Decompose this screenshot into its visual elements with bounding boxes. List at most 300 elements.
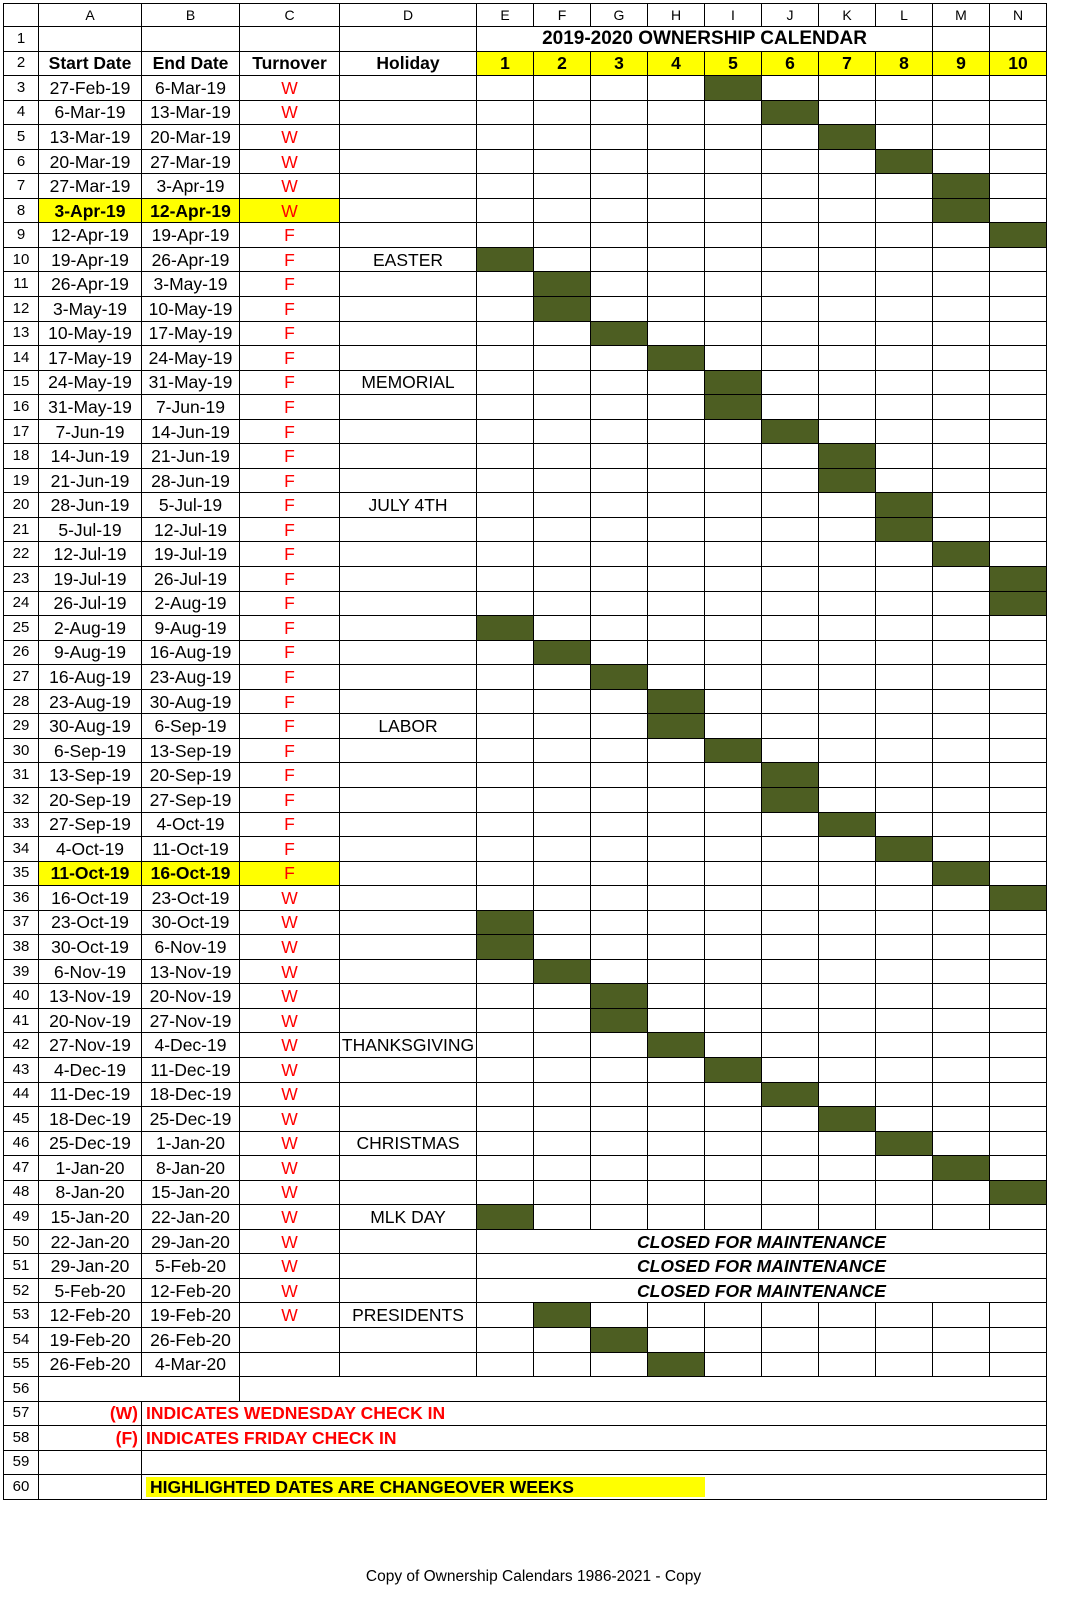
row-number[interactable]: 37 bbox=[4, 910, 39, 935]
unit-cell-6[interactable] bbox=[762, 444, 819, 469]
legend-f-code[interactable]: (F) bbox=[39, 1426, 142, 1451]
unit-cell-3[interactable] bbox=[591, 886, 648, 911]
unit-cell-1[interactable] bbox=[477, 689, 534, 714]
unit-cell-2[interactable] bbox=[534, 910, 591, 935]
unit-cell-4[interactable] bbox=[648, 984, 705, 1009]
start-date-cell[interactable]: 6-Mar-19 bbox=[39, 100, 142, 125]
unit-cell-9[interactable] bbox=[933, 444, 990, 469]
unit-cell-2[interactable] bbox=[534, 542, 591, 567]
unit-cell-7[interactable] bbox=[819, 837, 876, 862]
unit-cell-4[interactable] bbox=[648, 542, 705, 567]
unit-cell-6[interactable] bbox=[762, 1008, 819, 1033]
row-number[interactable]: 1 bbox=[4, 27, 39, 52]
unit-cell-6[interactable] bbox=[762, 591, 819, 616]
unit-cell-2[interactable] bbox=[534, 395, 591, 420]
unit-cell-7[interactable] bbox=[819, 1352, 876, 1377]
unit-cell-9[interactable] bbox=[933, 738, 990, 763]
unit-cell-1[interactable] bbox=[477, 567, 534, 592]
unit-cell-6[interactable] bbox=[762, 1033, 819, 1058]
end-date-cell[interactable]: 20-Mar-19 bbox=[142, 125, 240, 150]
column-header-n[interactable]: N bbox=[990, 4, 1047, 27]
holiday-cell[interactable] bbox=[340, 616, 477, 641]
unit-cell-5[interactable] bbox=[705, 886, 762, 911]
unit-cell-7[interactable] bbox=[819, 542, 876, 567]
unit-cell-10[interactable] bbox=[990, 1131, 1047, 1156]
unit-cell-10[interactable] bbox=[990, 76, 1047, 101]
start-date-header[interactable]: Start Date bbox=[39, 51, 142, 76]
start-date-cell[interactable]: 16-Oct-19 bbox=[39, 886, 142, 911]
holiday-cell[interactable] bbox=[340, 272, 477, 297]
row-number[interactable]: 49 bbox=[4, 1205, 39, 1230]
row-number[interactable]: 16 bbox=[4, 395, 39, 420]
turnover-cell[interactable]: F bbox=[240, 223, 340, 248]
unit-cell-10[interactable] bbox=[990, 149, 1047, 174]
unit-cell-4[interactable] bbox=[648, 935, 705, 960]
row-number[interactable]: 51 bbox=[4, 1254, 39, 1279]
unit-cell-3[interactable] bbox=[591, 1180, 648, 1205]
unit-cell-1[interactable] bbox=[477, 1131, 534, 1156]
unit-cell-6[interactable] bbox=[762, 1327, 819, 1352]
unit-cell-9[interactable] bbox=[933, 419, 990, 444]
unit-cell-10[interactable] bbox=[990, 346, 1047, 371]
unit-cell-9[interactable] bbox=[933, 395, 990, 420]
occupied-unit-cell-1[interactable] bbox=[477, 910, 534, 935]
unit-cell-8[interactable] bbox=[876, 665, 933, 690]
unit-cell-4[interactable] bbox=[648, 297, 705, 322]
unit-cell-3[interactable] bbox=[591, 1131, 648, 1156]
occupied-unit-cell-2[interactable] bbox=[534, 1303, 591, 1328]
start-date-cell[interactable]: 12-Apr-19 bbox=[39, 223, 142, 248]
row-number[interactable]: 17 bbox=[4, 419, 39, 444]
unit-cell-9[interactable] bbox=[933, 1327, 990, 1352]
unit-cell-3[interactable] bbox=[591, 910, 648, 935]
unit-cell-7[interactable] bbox=[819, 346, 876, 371]
unit-cell-7[interactable] bbox=[819, 493, 876, 518]
end-date-cell[interactable]: 5-Jul-19 bbox=[142, 493, 240, 518]
holiday-cell[interactable] bbox=[340, 567, 477, 592]
turnover-cell[interactable]: F bbox=[240, 247, 340, 272]
unit-cell-9[interactable] bbox=[933, 125, 990, 150]
unit-cell-5[interactable] bbox=[705, 787, 762, 812]
unit-cell-8[interactable] bbox=[876, 714, 933, 739]
holiday-cell[interactable]: MLK DAY bbox=[340, 1205, 477, 1230]
unit-cell-7[interactable] bbox=[819, 370, 876, 395]
holiday-cell[interactable]: THANKSGIVING bbox=[340, 1033, 477, 1058]
row-number[interactable]: 25 bbox=[4, 616, 39, 641]
holiday-cell[interactable] bbox=[340, 861, 477, 886]
legend-w-text[interactable]: INDICATES WEDNESDAY CHECK IN bbox=[142, 1401, 1047, 1426]
unit-cell-9[interactable] bbox=[933, 984, 990, 1009]
unit-header-2[interactable]: 2 bbox=[534, 51, 591, 76]
start-date-cell[interactable]: 20-Mar-19 bbox=[39, 149, 142, 174]
end-date-cell[interactable]: 14-Jun-19 bbox=[142, 419, 240, 444]
unit-cell-5[interactable] bbox=[705, 493, 762, 518]
unit-cell-1[interactable] bbox=[477, 738, 534, 763]
unit-cell-8[interactable] bbox=[876, 1033, 933, 1058]
turnover-cell[interactable]: W bbox=[240, 1229, 340, 1254]
unit-cell-8[interactable] bbox=[876, 1352, 933, 1377]
unit-cell-9[interactable] bbox=[933, 468, 990, 493]
unit-cell-7[interactable] bbox=[819, 321, 876, 346]
end-date-cell[interactable]: 11-Oct-19 bbox=[142, 837, 240, 862]
holiday-cell[interactable] bbox=[340, 1180, 477, 1205]
unit-cell-6[interactable] bbox=[762, 616, 819, 641]
unit-cell-3[interactable] bbox=[591, 935, 648, 960]
start-date-cell[interactable]: 19-Jul-19 bbox=[39, 567, 142, 592]
occupied-unit-cell-5[interactable] bbox=[705, 76, 762, 101]
unit-cell-5[interactable] bbox=[705, 689, 762, 714]
unit-cell-6[interactable] bbox=[762, 689, 819, 714]
turnover-cell[interactable]: F bbox=[240, 395, 340, 420]
unit-cell-6[interactable] bbox=[762, 370, 819, 395]
holiday-cell[interactable] bbox=[340, 984, 477, 1009]
turnover-cell[interactable]: F bbox=[240, 444, 340, 469]
column-header-h[interactable]: H bbox=[648, 4, 705, 27]
unit-cell-3[interactable] bbox=[591, 861, 648, 886]
unit-cell-8[interactable] bbox=[876, 567, 933, 592]
row-number[interactable]: 41 bbox=[4, 1008, 39, 1033]
end-date-cell[interactable]: 17-May-19 bbox=[142, 321, 240, 346]
occupied-unit-cell-8[interactable] bbox=[876, 493, 933, 518]
turnover-cell[interactable]: F bbox=[240, 591, 340, 616]
column-header-b[interactable]: B bbox=[142, 4, 240, 27]
unit-cell-10[interactable] bbox=[990, 861, 1047, 886]
unit-cell-6[interactable] bbox=[762, 837, 819, 862]
unit-cell-6[interactable] bbox=[762, 346, 819, 371]
unit-cell-9[interactable] bbox=[933, 1131, 990, 1156]
unit-cell-9[interactable] bbox=[933, 959, 990, 984]
unit-cell-1[interactable] bbox=[477, 174, 534, 199]
row-number[interactable]: 4 bbox=[4, 100, 39, 125]
holiday-cell[interactable] bbox=[340, 125, 477, 150]
unit-cell-4[interactable] bbox=[648, 861, 705, 886]
unit-cell-9[interactable] bbox=[933, 665, 990, 690]
unit-cell-10[interactable] bbox=[990, 125, 1047, 150]
unit-cell-1[interactable] bbox=[477, 198, 534, 223]
unit-cell-1[interactable] bbox=[477, 1327, 534, 1352]
turnover-cell[interactable]: F bbox=[240, 616, 340, 641]
unit-cell-1[interactable] bbox=[477, 468, 534, 493]
unit-cell-7[interactable] bbox=[819, 787, 876, 812]
unit-cell-10[interactable] bbox=[990, 763, 1047, 788]
closed-for-maintenance-cell[interactable]: CLOSED FOR MAINTENANCE bbox=[477, 1278, 1047, 1303]
unit-cell-7[interactable] bbox=[819, 149, 876, 174]
unit-cell-4[interactable] bbox=[648, 1180, 705, 1205]
turnover-cell[interactable]: W bbox=[240, 910, 340, 935]
unit-cell-2[interactable] bbox=[534, 444, 591, 469]
unit-cell-2[interactable] bbox=[534, 419, 591, 444]
unit-cell-5[interactable] bbox=[705, 640, 762, 665]
end-date-cell[interactable]: 3-May-19 bbox=[142, 272, 240, 297]
start-date-cell[interactable]: 26-Apr-19 bbox=[39, 272, 142, 297]
unit-cell-7[interactable] bbox=[819, 419, 876, 444]
unit-cell-1[interactable] bbox=[477, 714, 534, 739]
unit-cell-9[interactable] bbox=[933, 223, 990, 248]
unit-cell-8[interactable] bbox=[876, 812, 933, 837]
turnover-cell[interactable]: F bbox=[240, 763, 340, 788]
unit-cell-10[interactable] bbox=[990, 1033, 1047, 1058]
occupied-unit-cell-10[interactable] bbox=[990, 567, 1047, 592]
end-date-cell[interactable]: 13-Nov-19 bbox=[142, 959, 240, 984]
column-header-i[interactable]: I bbox=[705, 4, 762, 27]
turnover-cell[interactable]: W bbox=[240, 1107, 340, 1132]
unit-cell-10[interactable] bbox=[990, 1205, 1047, 1230]
end-date-cell[interactable]: 3-Apr-19 bbox=[142, 174, 240, 199]
unit-cell-6[interactable] bbox=[762, 125, 819, 150]
unit-cell-2[interactable] bbox=[534, 616, 591, 641]
row-number[interactable]: 23 bbox=[4, 567, 39, 592]
unit-cell-1[interactable] bbox=[477, 1303, 534, 1328]
unit-cell-2[interactable] bbox=[534, 567, 591, 592]
unit-cell-6[interactable] bbox=[762, 517, 819, 542]
unit-cell-10[interactable] bbox=[990, 100, 1047, 125]
unit-cell-7[interactable] bbox=[819, 174, 876, 199]
unit-cell-7[interactable] bbox=[819, 640, 876, 665]
unit-cell-5[interactable] bbox=[705, 763, 762, 788]
turnover-cell[interactable]: F bbox=[240, 517, 340, 542]
row-number[interactable]: 55 bbox=[4, 1352, 39, 1377]
unit-cell-6[interactable] bbox=[762, 149, 819, 174]
holiday-cell[interactable] bbox=[340, 346, 477, 371]
column-header-c[interactable]: C bbox=[240, 4, 340, 27]
unit-cell-3[interactable] bbox=[591, 1352, 648, 1377]
row-number[interactable]: 14 bbox=[4, 346, 39, 371]
unit-cell-4[interactable] bbox=[648, 174, 705, 199]
unit-cell-2[interactable] bbox=[534, 198, 591, 223]
row-number[interactable]: 43 bbox=[4, 1057, 39, 1082]
unit-cell-8[interactable] bbox=[876, 984, 933, 1009]
turnover-cell[interactable]: F bbox=[240, 714, 340, 739]
unit-cell-9[interactable] bbox=[933, 567, 990, 592]
occupied-unit-cell-5[interactable] bbox=[705, 395, 762, 420]
occupied-unit-cell-9[interactable] bbox=[933, 542, 990, 567]
unit-cell-9[interactable] bbox=[933, 247, 990, 272]
unit-cell-1[interactable] bbox=[477, 959, 534, 984]
unit-cell-6[interactable] bbox=[762, 738, 819, 763]
unit-cell-9[interactable] bbox=[933, 346, 990, 371]
cell-n1[interactable] bbox=[990, 27, 1047, 52]
occupied-unit-cell-1[interactable] bbox=[477, 935, 534, 960]
cell-a60[interactable] bbox=[39, 1475, 142, 1500]
unit-cell-5[interactable] bbox=[705, 247, 762, 272]
end-date-cell[interactable]: 26-Apr-19 bbox=[142, 247, 240, 272]
end-date-cell[interactable]: 19-Feb-20 bbox=[142, 1303, 240, 1328]
unit-cell-8[interactable] bbox=[876, 959, 933, 984]
unit-cell-3[interactable] bbox=[591, 100, 648, 125]
start-date-cell[interactable]: 22-Jan-20 bbox=[39, 1229, 142, 1254]
holiday-cell[interactable] bbox=[340, 149, 477, 174]
unit-cell-5[interactable] bbox=[705, 1008, 762, 1033]
unit-cell-5[interactable] bbox=[705, 1033, 762, 1058]
row-number[interactable]: 15 bbox=[4, 370, 39, 395]
row-number[interactable]: 20 bbox=[4, 493, 39, 518]
occupied-unit-cell-6[interactable] bbox=[762, 787, 819, 812]
unit-cell-9[interactable] bbox=[933, 812, 990, 837]
end-date-cell[interactable]: 4-Dec-19 bbox=[142, 1033, 240, 1058]
occupied-unit-cell-7[interactable] bbox=[819, 812, 876, 837]
unit-cell-10[interactable] bbox=[990, 395, 1047, 420]
unit-cell-9[interactable] bbox=[933, 935, 990, 960]
unit-cell-4[interactable] bbox=[648, 591, 705, 616]
unit-cell-2[interactable] bbox=[534, 125, 591, 150]
unit-cell-6[interactable] bbox=[762, 395, 819, 420]
unit-cell-2[interactable] bbox=[534, 837, 591, 862]
unit-cell-6[interactable] bbox=[762, 1180, 819, 1205]
unit-cell-1[interactable] bbox=[477, 665, 534, 690]
column-header-d[interactable]: D bbox=[340, 4, 477, 27]
unit-cell-7[interactable] bbox=[819, 935, 876, 960]
unit-cell-8[interactable] bbox=[876, 370, 933, 395]
end-date-cell[interactable]: 12-Jul-19 bbox=[142, 517, 240, 542]
end-date-cell[interactable]: 10-May-19 bbox=[142, 297, 240, 322]
unit-cell-2[interactable] bbox=[534, 1131, 591, 1156]
occupied-unit-cell-7[interactable] bbox=[819, 468, 876, 493]
unit-cell-6[interactable] bbox=[762, 910, 819, 935]
start-date-cell[interactable]: 3-May-19 bbox=[39, 297, 142, 322]
unit-cell-5[interactable] bbox=[705, 149, 762, 174]
row-number[interactable]: 56 bbox=[4, 1377, 39, 1402]
start-date-cell[interactable]: 7-Jun-19 bbox=[39, 419, 142, 444]
occupied-unit-cell-3[interactable] bbox=[591, 1008, 648, 1033]
row-number[interactable]: 57 bbox=[4, 1401, 39, 1426]
turnover-cell[interactable]: W bbox=[240, 198, 340, 223]
unit-cell-10[interactable] bbox=[990, 517, 1047, 542]
holiday-cell[interactable] bbox=[340, 444, 477, 469]
holiday-cell[interactable] bbox=[340, 591, 477, 616]
occupied-unit-cell-2[interactable] bbox=[534, 959, 591, 984]
unit-cell-1[interactable] bbox=[477, 640, 534, 665]
start-date-cell[interactable]: 27-Nov-19 bbox=[39, 1033, 142, 1058]
closed-for-maintenance-cell[interactable]: CLOSED FOR MAINTENANCE bbox=[477, 1254, 1047, 1279]
unit-cell-4[interactable] bbox=[648, 640, 705, 665]
unit-cell-4[interactable] bbox=[648, 1156, 705, 1181]
unit-cell-3[interactable] bbox=[591, 787, 648, 812]
unit-cell-9[interactable] bbox=[933, 517, 990, 542]
start-date-cell[interactable]: 3-Apr-19 bbox=[39, 198, 142, 223]
row-number[interactable]: 45 bbox=[4, 1107, 39, 1132]
start-date-cell[interactable]: 4-Dec-19 bbox=[39, 1057, 142, 1082]
unit-cell-2[interactable] bbox=[534, 76, 591, 101]
unit-header-1[interactable]: 1 bbox=[477, 51, 534, 76]
turnover-cell[interactable]: F bbox=[240, 272, 340, 297]
unit-cell-4[interactable] bbox=[648, 1131, 705, 1156]
row-number[interactable]: 8 bbox=[4, 198, 39, 223]
start-date-cell[interactable]: 24-May-19 bbox=[39, 370, 142, 395]
unit-cell-6[interactable] bbox=[762, 1156, 819, 1181]
unit-cell-4[interactable] bbox=[648, 468, 705, 493]
occupied-unit-cell-9[interactable] bbox=[933, 861, 990, 886]
unit-cell-8[interactable] bbox=[876, 861, 933, 886]
unit-header-3[interactable]: 3 bbox=[591, 51, 648, 76]
unit-cell-7[interactable] bbox=[819, 76, 876, 101]
unit-cell-6[interactable] bbox=[762, 959, 819, 984]
unit-cell-4[interactable] bbox=[648, 272, 705, 297]
unit-cell-9[interactable] bbox=[933, 370, 990, 395]
column-header-f[interactable]: F bbox=[534, 4, 591, 27]
unit-cell-5[interactable] bbox=[705, 591, 762, 616]
start-date-cell[interactable]: 11-Dec-19 bbox=[39, 1082, 142, 1107]
unit-cell-5[interactable] bbox=[705, 272, 762, 297]
unit-cell-10[interactable] bbox=[990, 272, 1047, 297]
holiday-cell[interactable] bbox=[340, 1057, 477, 1082]
turnover-cell[interactable]: F bbox=[240, 861, 340, 886]
start-date-cell[interactable]: 4-Oct-19 bbox=[39, 837, 142, 862]
unit-cell-10[interactable] bbox=[990, 812, 1047, 837]
turnover-cell[interactable]: F bbox=[240, 567, 340, 592]
holiday-cell[interactable] bbox=[340, 1082, 477, 1107]
unit-cell-10[interactable] bbox=[990, 174, 1047, 199]
unit-cell-1[interactable] bbox=[477, 886, 534, 911]
row-number[interactable]: 59 bbox=[4, 1450, 39, 1475]
unit-cell-10[interactable] bbox=[990, 247, 1047, 272]
unit-cell-8[interactable] bbox=[876, 616, 933, 641]
unit-cell-10[interactable] bbox=[990, 787, 1047, 812]
unit-cell-2[interactable] bbox=[534, 935, 591, 960]
start-date-cell[interactable]: 26-Jul-19 bbox=[39, 591, 142, 616]
unit-cell-2[interactable] bbox=[534, 149, 591, 174]
unit-cell-9[interactable] bbox=[933, 886, 990, 911]
end-date-cell[interactable]: 27-Nov-19 bbox=[142, 1008, 240, 1033]
unit-cell-4[interactable] bbox=[648, 1327, 705, 1352]
column-header-j[interactable]: J bbox=[762, 4, 819, 27]
unit-cell-1[interactable] bbox=[477, 1057, 534, 1082]
row-number[interactable]: 27 bbox=[4, 665, 39, 690]
unit-cell-10[interactable] bbox=[990, 1303, 1047, 1328]
turnover-cell[interactable]: F bbox=[240, 787, 340, 812]
unit-cell-6[interactable] bbox=[762, 812, 819, 837]
unit-cell-3[interactable] bbox=[591, 149, 648, 174]
unit-cell-6[interactable] bbox=[762, 935, 819, 960]
unit-cell-8[interactable] bbox=[876, 125, 933, 150]
start-date-cell[interactable]: 13-Nov-19 bbox=[39, 984, 142, 1009]
unit-cell-7[interactable] bbox=[819, 886, 876, 911]
unit-cell-10[interactable] bbox=[990, 444, 1047, 469]
holiday-cell[interactable] bbox=[340, 1008, 477, 1033]
start-date-cell[interactable]: 30-Oct-19 bbox=[39, 935, 142, 960]
unit-cell-5[interactable] bbox=[705, 984, 762, 1009]
unit-cell-1[interactable] bbox=[477, 1352, 534, 1377]
unit-cell-2[interactable] bbox=[534, 100, 591, 125]
row-number[interactable]: 22 bbox=[4, 542, 39, 567]
unit-cell-8[interactable] bbox=[876, 444, 933, 469]
unit-cell-1[interactable] bbox=[477, 395, 534, 420]
unit-cell-8[interactable] bbox=[876, 689, 933, 714]
unit-cell-4[interactable] bbox=[648, 125, 705, 150]
row-number[interactable]: 52 bbox=[4, 1278, 39, 1303]
row-number[interactable]: 3 bbox=[4, 76, 39, 101]
end-date-cell[interactable]: 13-Sep-19 bbox=[142, 738, 240, 763]
unit-cell-3[interactable] bbox=[591, 1205, 648, 1230]
unit-cell-5[interactable] bbox=[705, 1131, 762, 1156]
turnover-cell[interactable]: F bbox=[240, 468, 340, 493]
unit-cell-4[interactable] bbox=[648, 198, 705, 223]
holiday-cell[interactable] bbox=[340, 198, 477, 223]
unit-cell-5[interactable] bbox=[705, 935, 762, 960]
start-date-cell[interactable]: 26-Feb-20 bbox=[39, 1352, 142, 1377]
legend-f-text[interactable]: INDICATES FRIDAY CHECK IN bbox=[142, 1426, 1047, 1451]
row-number[interactable]: 18 bbox=[4, 444, 39, 469]
unit-cell-3[interactable] bbox=[591, 1107, 648, 1132]
unit-header-4[interactable]: 4 bbox=[648, 51, 705, 76]
unit-cell-3[interactable] bbox=[591, 640, 648, 665]
unit-cell-9[interactable] bbox=[933, 689, 990, 714]
unit-cell-2[interactable] bbox=[534, 247, 591, 272]
turnover-cell[interactable]: F bbox=[240, 321, 340, 346]
unit-cell-10[interactable] bbox=[990, 542, 1047, 567]
unit-cell-4[interactable] bbox=[648, 419, 705, 444]
unit-cell-8[interactable] bbox=[876, 247, 933, 272]
unit-cell-8[interactable] bbox=[876, 1082, 933, 1107]
